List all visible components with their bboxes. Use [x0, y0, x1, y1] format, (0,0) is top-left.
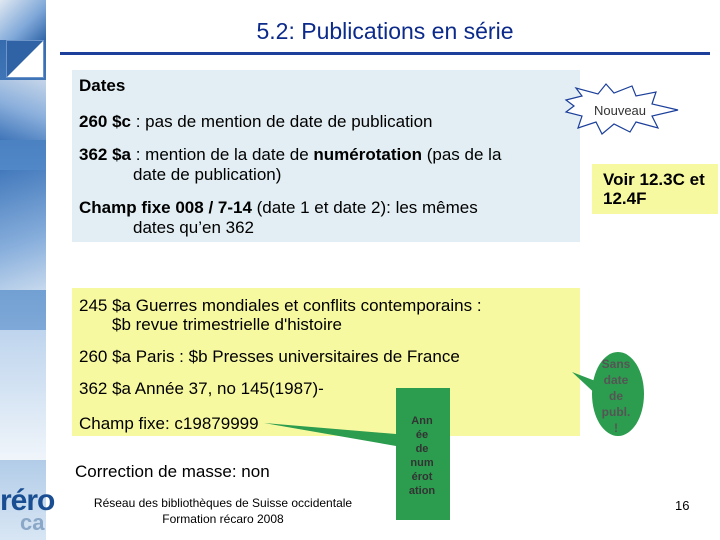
- line-260: 260 $a Paris : $b Presses universitaires de France: [79, 347, 460, 366]
- line-245: 245 $a Guerres mondiales et conflits contemporains :: [79, 296, 482, 315]
- annee-line: érot: [411, 471, 433, 483]
- dates-heading: Dates: [79, 76, 126, 95]
- sans-date-line: Sans: [601, 357, 631, 371]
- tag-362a: 362 $a: [79, 145, 131, 164]
- text-362a-2: (pas de la: [422, 145, 502, 164]
- line-champ-fixe: Champ fixe: c19879999: [79, 414, 259, 433]
- voir-line-2: 12.4F: [603, 189, 647, 208]
- rero-logo-sub: ca: [20, 510, 45, 535]
- text-260c: : pas de mention de date de publication: [131, 112, 433, 131]
- annee-line: ée: [415, 429, 429, 441]
- sans-date-callout-text: [596, 356, 636, 436]
- page-number: 16: [675, 498, 690, 513]
- sans-date-line: !: [614, 421, 618, 435]
- nouveau-label: Nouveau: [593, 103, 647, 118]
- annee-line: ation: [408, 485, 436, 497]
- slide-title: 5.2: Publications en série: [256, 18, 514, 44]
- line-362a-cont: date de publication): [133, 165, 282, 184]
- footer: [78, 495, 368, 527]
- text-362a-bold: numérotation: [313, 145, 423, 164]
- line-245-cont: $b revue trimestrielle d'histoire: [112, 315, 343, 334]
- rero-logo: réro: [0, 484, 55, 517]
- sans-date-line: de: [608, 389, 623, 403]
- annee-callout-text: [398, 414, 446, 498]
- text-362a-1: : mention de la date de: [131, 145, 314, 164]
- tag-008: Champ fixe 008 / 7-14: [79, 198, 252, 217]
- annee-line: num: [410, 457, 434, 469]
- annee-line: Ann: [411, 415, 433, 427]
- footer-line-1: Réseau des bibliothèques de Suisse occidentale: [93, 496, 353, 510]
- tag-260c: 260 $c: [79, 112, 131, 131]
- voir-line-1: Voir 12.3C et: [603, 170, 705, 189]
- line-362: 362 $a Année 37, no 145(1987)-: [79, 379, 324, 398]
- annee-line: de: [415, 443, 429, 455]
- line-008-cont: dates qu’en 362: [133, 218, 254, 237]
- sans-date-line: date: [603, 373, 629, 387]
- sans-date-line: publ.: [601, 405, 631, 419]
- line-correction: Correction de masse: non: [75, 462, 270, 481]
- annee-callout-tail: [264, 423, 396, 446]
- text-008: (date 1 et date 2): les mêmes: [251, 198, 478, 217]
- footer-line-2: Formation récaro 2008: [162, 512, 284, 526]
